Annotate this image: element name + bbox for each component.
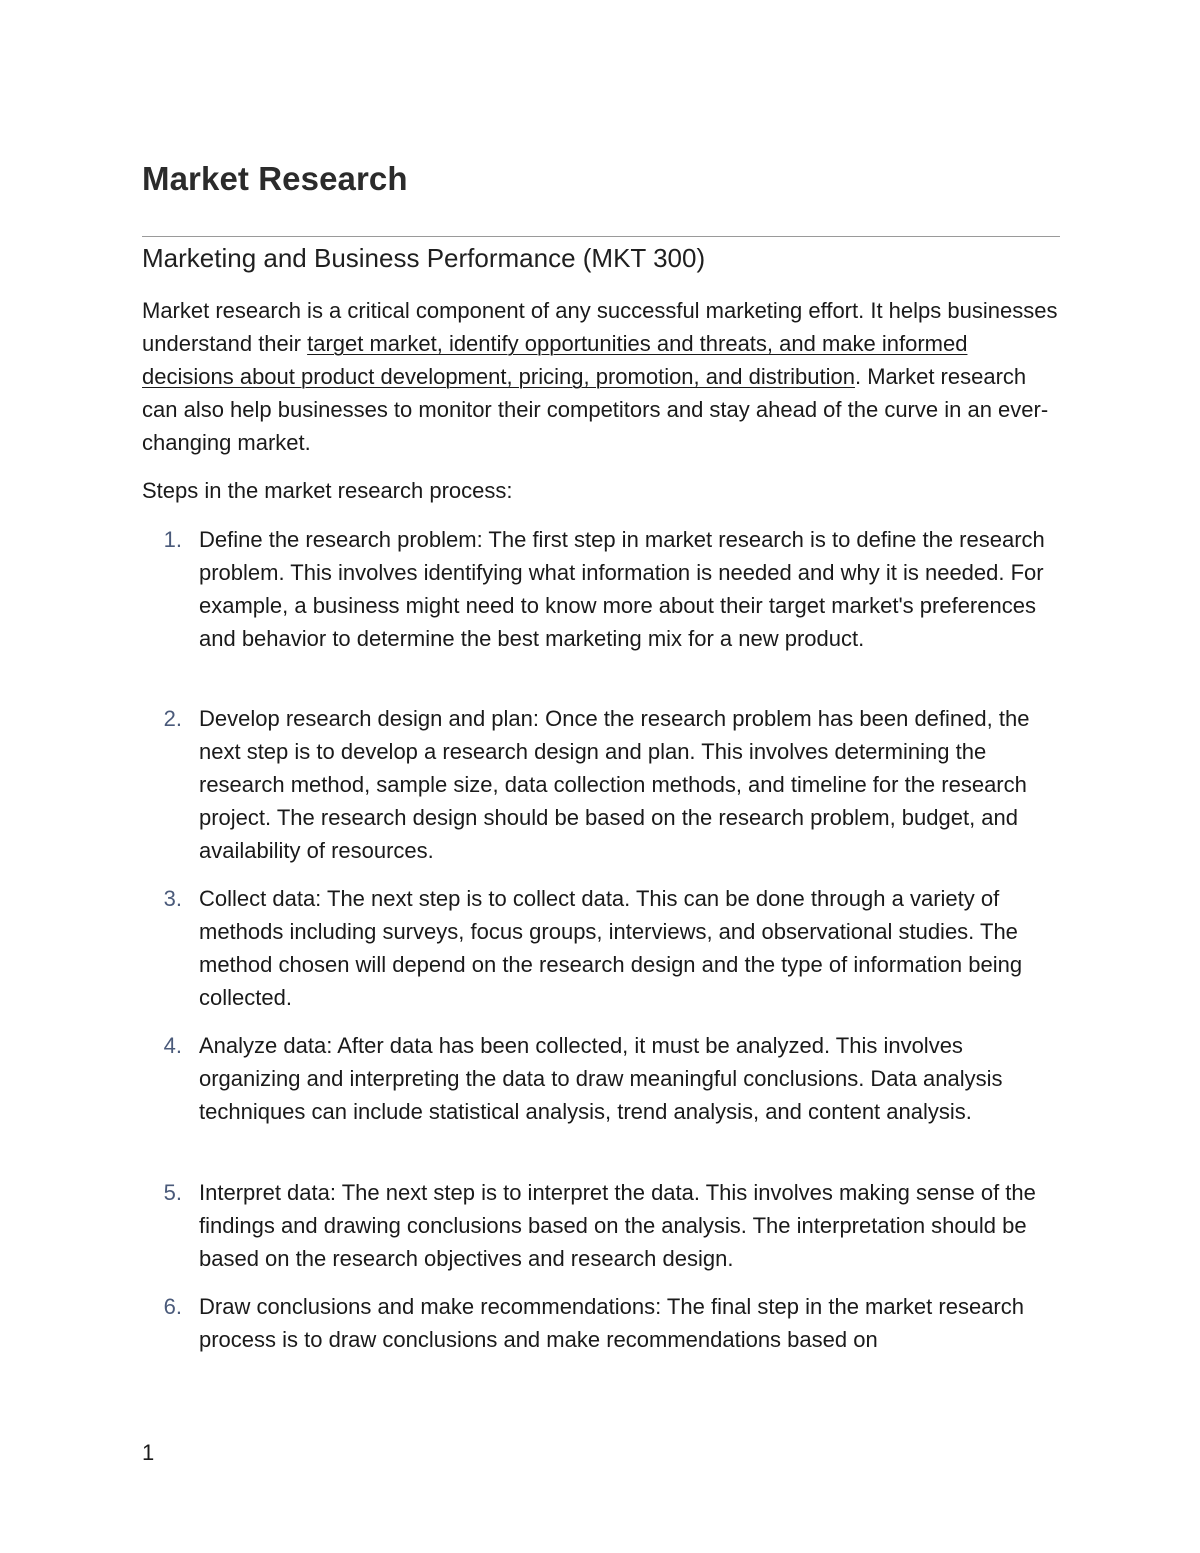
intro-text-end: . Market research can also help businesses to monitor their competitors and stay ahead of the curve in an ever-changing market. — [142, 364, 1049, 455]
page-number: 1 — [142, 1440, 155, 1465]
step-text: Analyze data: After data has been collected, it must be analyzed. This involves organizing and interpreting the data to draw meaningful conclusions. Data analysis techniques can include statistical analysis, trend analysis, and content analysis. — [199, 1033, 1003, 1124]
course-subtitle: Marketing and Business Performance (MKT 300) — [142, 243, 706, 273]
step-number: 4. — [163, 1033, 182, 1058]
step-text: Interpret data: The next step is to interpret the data. This involves making sense of the findings and drawing conclusions based on the analysis. The interpretation should be based on the research objectives and research design. — [199, 1180, 1036, 1271]
step-number: 1. — [163, 527, 182, 552]
step-text: Develop research design and plan: Once the research problem has been defined, the next step is to develop a research design and plan. This involves determining the research method, sample size, data collection methods, and timeline for the research project. The research design should be based on the research problem, budget, and availability of resources. — [199, 706, 1030, 863]
intro-text-start: Market research is a critical component of any successful marketing effort. It helps businesses understand their — [142, 298, 1058, 356]
step-text: Define the research problem: The first step in market research is to define the research problem. This involves identifying what information is needed and why it is needed. For example, a business might need to know more about their target market's preferences and behavior to determine the best marketing mix for a new product. — [199, 527, 1045, 651]
steps-heading: Steps in the market research process: — [142, 478, 513, 503]
step-number: 2. — [163, 706, 182, 731]
step-text: Collect data: The next step is to collect data. This can be done through a variety of methods including surveys, focus groups, interviews, and observational studies. The method chosen will depend on the research design and the type of information being collected. — [199, 886, 1023, 1010]
title-divider — [142, 236, 1060, 237]
step-number: 3. — [163, 886, 182, 911]
step-number: 6. — [163, 1294, 182, 1319]
step-text: Draw conclusions and make recommendations: The final step in the market research process is to draw conclusions and make recommendations based on — [199, 1294, 1024, 1352]
intro-underlined-link[interactable]: target market, identify opportunities and threats, and make informed decisions about product development, pricing, promotion, and distribution — [142, 331, 968, 389]
document-title: Market Research — [142, 160, 408, 197]
step-number: 5. — [163, 1180, 182, 1205]
intro-paragraph — [142, 294, 1060, 459]
